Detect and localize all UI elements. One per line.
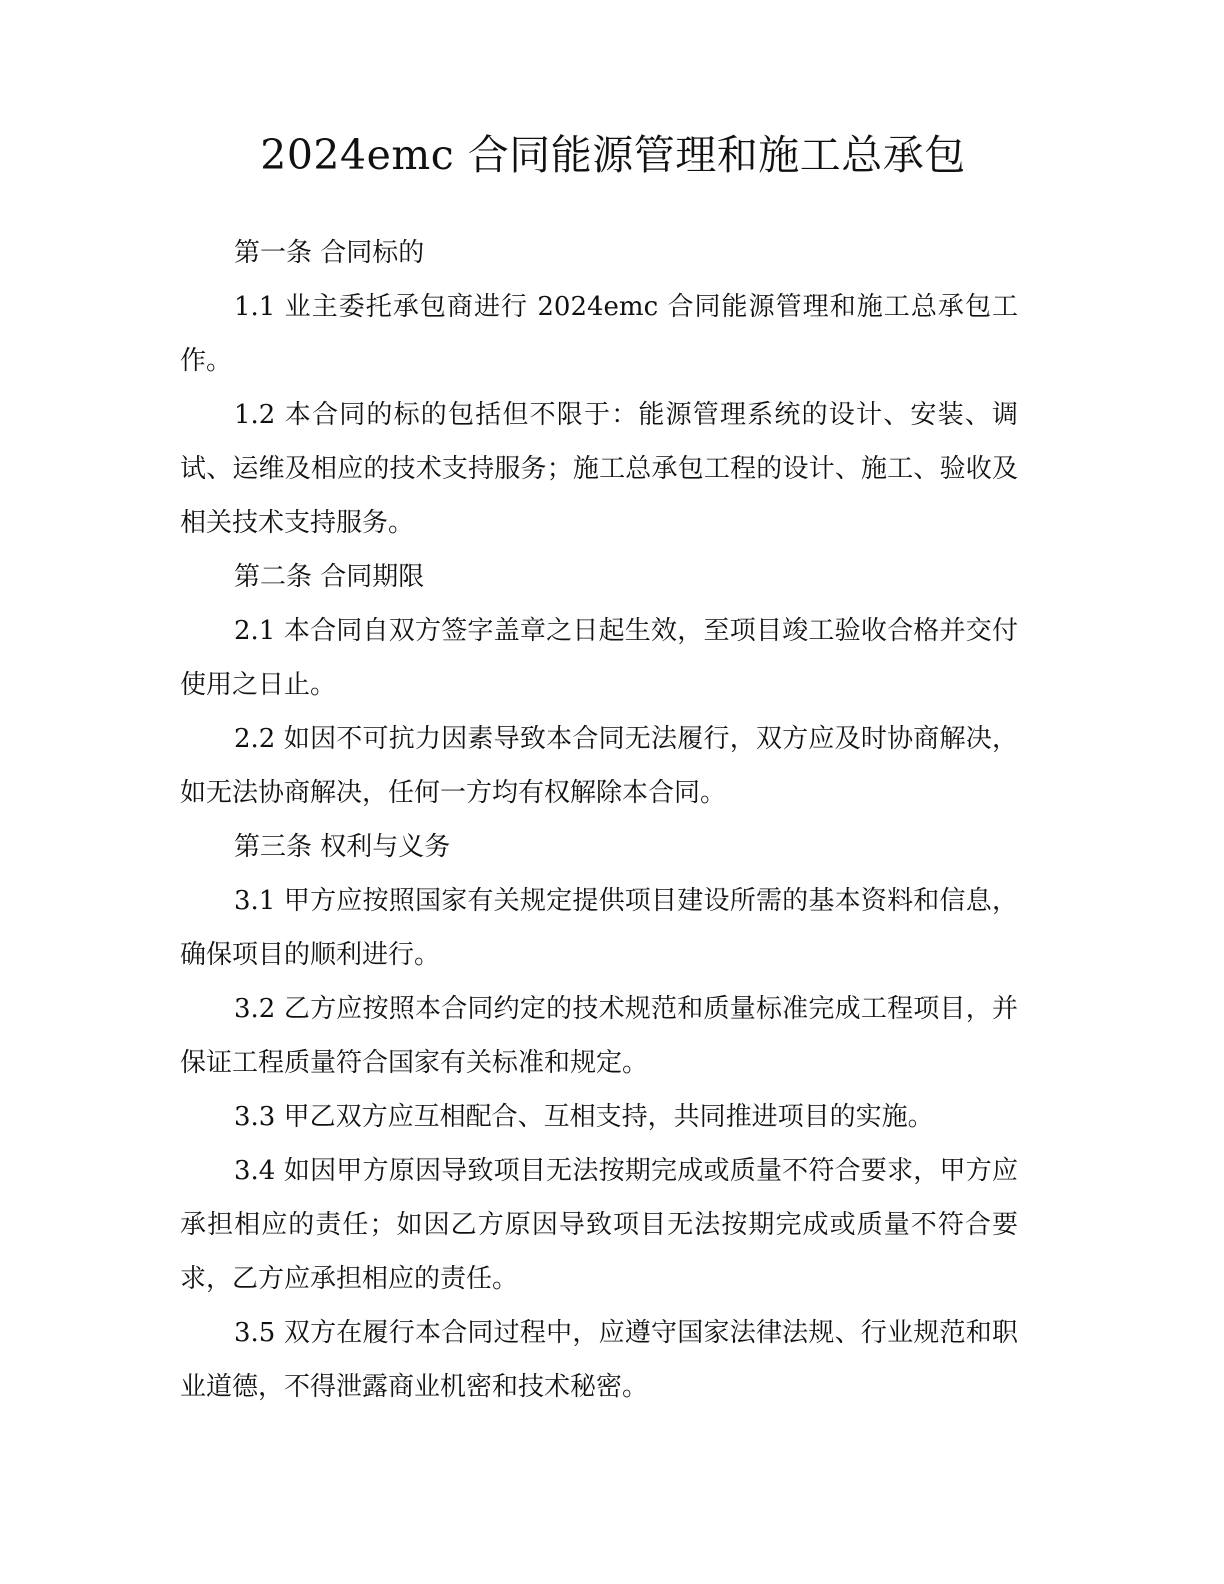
- clause-paragraph: 2.2 如因不可抗力因素导致本合同无法履行，双方应及时协商解决，如无法协商解决，任何一方均有权解除本合同。: [180, 724, 1018, 808]
- clause-paragraph: 2.1 本合同自双方签字盖章之日起生效，至项目竣工验收合格并交付使用之日止。: [180, 616, 1018, 700]
- section-2: [180, 550, 1018, 820]
- section-heading: 第二条 合同期限: [234, 562, 425, 592]
- section-heading: 第一条 合同标的: [234, 238, 425, 268]
- clause-paragraph: 1.1 业主委托承包商进行 2024emc 合同能源管理和施工总承包工作。: [180, 292, 1018, 376]
- clause-paragraph: 1.2 本合同的标的包括但不限于：能源管理系统的设计、安装、调试、运维及相应的技术支持服务；施工总承包工程的设计、施工、验收及相关技术支持服务。: [180, 400, 1018, 538]
- section-heading: 第三条 权利与义务: [234, 832, 451, 862]
- clause-paragraph: 3.3 甲乙双方应互相配合、互相支持，共同推进项目的实施。: [234, 1102, 934, 1132]
- section-3: [180, 820, 1018, 1414]
- section-1: [180, 226, 1018, 550]
- clause-paragraph: 3.5 双方在履行本合同过程中，应遵守国家法律法规、行业规范和职业道德，不得泄露商业机密和技术秘密。: [180, 1318, 1018, 1402]
- clause-paragraph: 3.4 如因甲方原因导致项目无法按期完成或质量不符合要求，甲方应承担相应的责任；如因乙方原因导致项目无法按期完成或质量不符合要求，乙方应承担相应的责任。: [180, 1156, 1018, 1294]
- document-title: 2024emc 合同能源管理和施工总承包: [260, 131, 966, 179]
- clause-paragraph: 3.2 乙方应按照本合同约定的技术规范和质量标准完成工程项目，并保证工程质量符合国家有关标准和规定。: [180, 994, 1018, 1078]
- clause-paragraph: 3.1 甲方应按照国家有关规定提供项目建设所需的基本资料和信息，确保项目的顺利进行。: [180, 886, 1018, 970]
